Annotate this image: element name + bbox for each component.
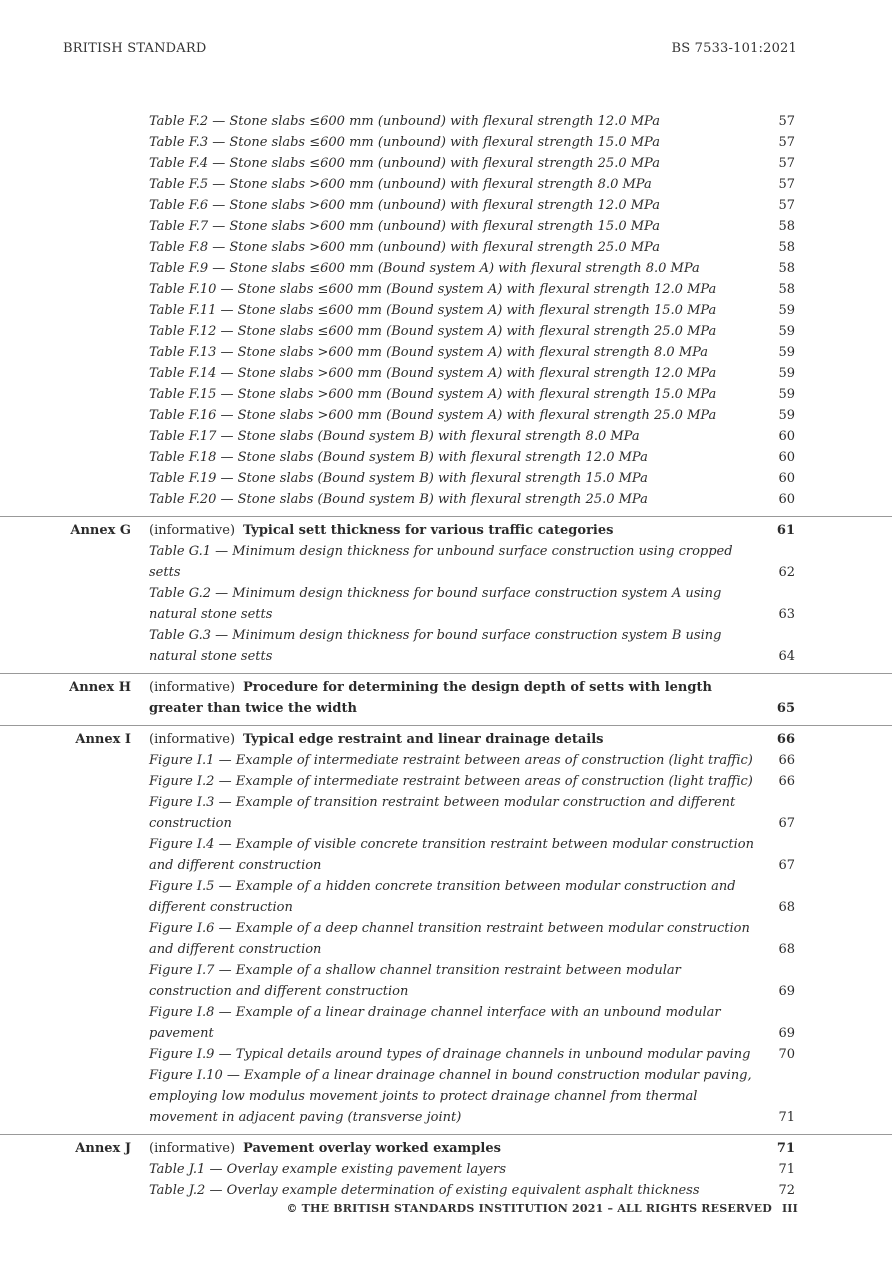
annex-type: (informative) (149, 732, 236, 747)
toc-entry[interactable] (0, 750, 892, 771)
toc-entry-page: 60 (778, 429, 795, 444)
toc-entry-body (149, 834, 797, 876)
toc-entry-page: 70 (778, 1047, 795, 1062)
header-standard-label: BRITISH STANDARD (63, 41, 207, 56)
toc-entry-page: 67 (778, 858, 795, 873)
toc-entry-title: Table F.14 — Stone slabs >600 mm (Bound system A) with flexural strength 12.0 MPa (149, 366, 717, 381)
toc-entry-page: 58 (778, 261, 795, 276)
toc-entry-title: Figure I.7 — Example of a shallow channel transition restraint between modular construction and different construction (149, 963, 681, 999)
annex-label: Annex G (70, 523, 131, 538)
toc-entry[interactable] (0, 132, 892, 153)
annex-heading-body (149, 1138, 797, 1159)
toc-entry-page: 67 (778, 816, 795, 831)
toc-entry-body (149, 1180, 797, 1201)
annex-heading[interactable] (0, 673, 892, 719)
toc-entry-title: Table F.12 — Stone slabs ≤600 mm (Bound system A) with flexural strength 25.0 MPa (149, 324, 717, 339)
toc-entry-page: 71 (778, 1110, 795, 1125)
toc-entry-page: 59 (778, 303, 795, 318)
toc-entry-title: Table J.1 — Overlay example existing pavement layers (149, 1162, 507, 1177)
toc-entry-body (149, 216, 797, 237)
toc-entry-body (149, 1065, 797, 1128)
toc-entry-page: 57 (778, 114, 795, 129)
toc-entry-title: Figure I.4 — Example of visible concrete transition restraint between modular construction and different construction (149, 837, 754, 873)
toc-entry-title: Figure I.10 — Example of a linear drainage channel in bound construction modular paving, employing low modulus movement joints to protect drainage channel from thermal movement in adjacent paving (transverse joint) (149, 1068, 752, 1125)
toc-entry-page: 69 (778, 1026, 795, 1041)
toc-entry-title: Table F.18 — Stone slabs (Bound system B) with flexural strength 12.0 MPa (149, 450, 648, 465)
toc-entry[interactable] (0, 489, 892, 510)
page-number: III (781, 1202, 798, 1215)
toc-entry[interactable] (0, 792, 892, 834)
toc-entry-body (149, 960, 797, 1002)
toc-entry[interactable] (0, 1180, 892, 1201)
toc-entry-body (149, 258, 797, 279)
toc-entry-page: 68 (778, 900, 795, 915)
toc-entry-title: Figure I.8 — Example of a linear drainage channel interface with an unbound modular pavement (149, 1005, 721, 1041)
annex-title: Pavement overlay worked examples (243, 1141, 501, 1156)
toc-entry-title: Figure I.1 — Example of intermediate restraint between areas of construction (light traffic) (149, 753, 753, 768)
toc-entry-page: 57 (778, 135, 795, 150)
toc-entry[interactable] (0, 237, 892, 258)
toc-entry-page: 59 (778, 366, 795, 381)
annex-type: (informative) (149, 680, 236, 695)
annex-heading-text (149, 520, 761, 541)
toc-entry-body (149, 153, 797, 174)
toc-entry-title: Table F.6 — Stone slabs >600 mm (unbound) with flexural strength 12.0 MPa (149, 198, 660, 213)
toc-entry[interactable] (0, 583, 892, 625)
toc-entry-page: 59 (778, 387, 795, 402)
toc-entry-title: Table G.3 — Minimum design thickness for bound surface construction system B using natural stone setts (149, 628, 722, 664)
toc-entry[interactable] (0, 918, 892, 960)
toc-entry[interactable] (0, 153, 892, 174)
toc-entry-page: 64 (778, 649, 795, 664)
toc-entry-body (149, 321, 797, 342)
toc-entry-page: 58 (778, 282, 795, 297)
toc-entry-page: 59 (778, 408, 795, 423)
toc-entry-page: 60 (778, 492, 795, 507)
annex-page: 71 (776, 1141, 795, 1156)
page-footer (286, 1202, 798, 1215)
toc-entry[interactable] (0, 426, 892, 447)
toc-entry-body (149, 771, 797, 792)
toc-entry[interactable] (0, 258, 892, 279)
toc-entry-body (149, 583, 797, 625)
toc-entry-page: 60 (778, 450, 795, 465)
toc-entry-title: Figure I.5 — Example of a hidden concrete transition between modular construction and different construction (149, 879, 736, 915)
annex-title: Typical sett thickness for various traffic categories (243, 523, 614, 538)
toc-entry[interactable] (0, 876, 892, 918)
toc-entry-title: Table F.4 — Stone slabs ≤600 mm (unbound) with flexural strength 25.0 MPa (149, 156, 660, 171)
toc-entry[interactable] (0, 1159, 892, 1180)
toc-entry-body (149, 363, 797, 384)
toc-entry-body (149, 1002, 797, 1044)
annex-title: Procedure for determining the design depth of setts with length greater than twice the width (149, 680, 712, 716)
annex-heading-body (149, 520, 797, 541)
toc-entry-body (149, 876, 797, 918)
annex-heading-text (149, 677, 761, 719)
toc-entry-page: 66 (778, 753, 795, 768)
header-document-number: BS 7533-101:2021 (671, 41, 797, 56)
annex-label: Annex J (75, 1141, 131, 1156)
toc-entry[interactable] (0, 174, 892, 195)
toc-entry-title: Table F.19 — Stone slabs (Bound system B) with flexural strength 15.0 MPa (149, 471, 648, 486)
toc-entry[interactable] (0, 625, 892, 667)
toc-entry[interactable] (0, 384, 892, 405)
toc-entry-title: Table F.13 — Stone slabs >600 mm (Bound system A) with flexural strength 8.0 MPa (149, 345, 709, 360)
toc-entry-page: 68 (778, 942, 795, 957)
toc-entry-title: Table F.10 — Stone slabs ≤600 mm (Bound system A) with flexural strength 12.0 MPa (149, 282, 717, 297)
toc-entry-body (149, 750, 797, 771)
toc-entry-page: 66 (778, 774, 795, 789)
toc-entry-title: Figure I.3 — Example of transition restraint between modular construction and different construction (149, 795, 736, 831)
toc-entry[interactable] (0, 111, 892, 132)
table-of-contents (0, 111, 892, 1201)
toc-entry[interactable] (0, 541, 892, 583)
toc-entry-title: Table F.5 — Stone slabs >600 mm (unbound) with flexural strength 8.0 MPa (149, 177, 652, 192)
toc-entry-body (149, 1044, 797, 1065)
annex-heading-text (149, 1138, 761, 1159)
toc-entry[interactable] (0, 195, 892, 216)
annex-label: Annex H (69, 680, 131, 695)
toc-entry-title: Table F.20 — Stone slabs (Bound system B) with flexural strength 25.0 MPa (149, 492, 648, 507)
toc-entry-title: Figure I.9 — Typical details around types of drainage channels in unbound modular paving (149, 1047, 751, 1062)
toc-entry-page: 72 (778, 1183, 795, 1198)
toc-entry-title: Table J.2 — Overlay example determination of existing equivalent asphalt thickness (149, 1183, 700, 1198)
toc-entry-body (149, 625, 797, 667)
toc-entry[interactable] (0, 960, 892, 1002)
toc-entry[interactable] (0, 468, 892, 489)
toc-entry[interactable] (0, 1065, 892, 1128)
toc-entry-page: 63 (778, 607, 795, 622)
annex-heading[interactable] (0, 516, 892, 541)
annex-page: 61 (776, 523, 795, 538)
toc-entry-body (149, 384, 797, 405)
toc-entry[interactable] (0, 1044, 892, 1065)
toc-entry-body (149, 300, 797, 321)
toc-entry-title: Figure I.6 — Example of a deep channel transition restraint between modular construction and different construction (149, 921, 750, 957)
toc-entry-page: 57 (778, 156, 795, 171)
toc-entry-body (149, 174, 797, 195)
annex-type: (informative) (149, 1141, 236, 1156)
toc-entry-page: 69 (778, 984, 795, 999)
toc-entry-title: Table F.16 — Stone slabs >600 mm (Bound system A) with flexural strength 25.0 MPa (149, 408, 717, 423)
annex-type: (informative) (149, 523, 236, 538)
copyright-notice: © THE BRITISH STANDARDS INSTITUTION 2021 – ALL RIGHTS RESERVED (286, 1202, 772, 1215)
toc-entry-body (149, 426, 797, 447)
toc-entry-body (149, 279, 797, 300)
toc-entry-body (149, 132, 797, 153)
toc-entry-body (149, 468, 797, 489)
toc-entry-page: 62 (778, 565, 795, 580)
toc-entry[interactable] (0, 363, 892, 384)
annex-label: Annex I (75, 732, 131, 747)
annex-heading[interactable] (0, 1134, 892, 1159)
toc-entry-title: Table G.1 — Minimum design thickness for unbound surface construction using cropped setts (149, 544, 733, 580)
toc-entry-title: Table G.2 — Minimum design thickness for bound surface construction system A using natural stone setts (149, 586, 722, 622)
toc-entry-body (149, 405, 797, 426)
toc-entry-title: Table F.7 — Stone slabs >600 mm (unbound) with flexural strength 15.0 MPa (149, 219, 660, 234)
annex-title: Typical edge restraint and linear drainage details (243, 732, 604, 747)
toc-entry[interactable] (0, 342, 892, 363)
toc-entry-page: 71 (778, 1162, 795, 1177)
toc-entry[interactable] (0, 405, 892, 426)
toc-entry-page: 57 (778, 198, 795, 213)
toc-entry-body (149, 111, 797, 132)
toc-entry[interactable] (0, 321, 892, 342)
annex-page: 65 (776, 701, 795, 716)
toc-entry[interactable] (0, 216, 892, 237)
toc-entry-title: Table F.2 — Stone slabs ≤600 mm (unbound) with flexural strength 12.0 MPa (149, 114, 660, 129)
toc-entry-body (149, 195, 797, 216)
toc-entry-title: Table F.3 — Stone slabs ≤600 mm (unbound) with flexural strength 15.0 MPa (149, 135, 660, 150)
toc-entry-page: 58 (778, 219, 795, 234)
toc-entry[interactable] (0, 300, 892, 321)
toc-entry[interactable] (0, 1002, 892, 1044)
toc-entry-body (149, 918, 797, 960)
toc-entry-body (149, 1159, 797, 1180)
toc-entry-page: 58 (778, 240, 795, 255)
annex-page: 66 (776, 732, 795, 747)
toc-entry-page: 59 (778, 324, 795, 339)
toc-entry-body (149, 342, 797, 363)
toc-entry-title: Table F.15 — Stone slabs >600 mm (Bound system A) with flexural strength 15.0 MPa (149, 387, 717, 402)
annex-heading[interactable] (0, 725, 892, 750)
annex-heading-body (149, 729, 797, 750)
toc-entry[interactable] (0, 279, 892, 300)
toc-entry-title: Table F.8 — Stone slabs >600 mm (unbound) with flexural strength 25.0 MPa (149, 240, 660, 255)
toc-entry-body (149, 541, 797, 583)
toc-entry-title: Figure I.2 — Example of intermediate restraint between areas of construction (light traffic) (149, 774, 753, 789)
toc-entry-body (149, 237, 797, 258)
toc-entry-page: 59 (778, 345, 795, 360)
toc-entry-body (149, 792, 797, 834)
annex-heading-body (149, 677, 797, 719)
toc-entry[interactable] (0, 447, 892, 468)
toc-entry[interactable] (0, 834, 892, 876)
toc-entry-page: 57 (778, 177, 795, 192)
toc-entry-page: 60 (778, 471, 795, 486)
toc-entry-title: Table F.11 — Stone slabs ≤600 mm (Bound system A) with flexural strength 15.0 MPa (149, 303, 717, 318)
annex-heading-text (149, 729, 761, 750)
toc-entry-body (149, 489, 797, 510)
toc-entry-title: Table F.9 — Stone slabs ≤600 mm (Bound system A) with flexural strength 8.0 MPa (149, 261, 700, 276)
toc-entry-body (149, 447, 797, 468)
toc-entry[interactable] (0, 771, 892, 792)
toc-entry-title: Table F.17 — Stone slabs (Bound system B) with flexural strength 8.0 MPa (149, 429, 640, 444)
